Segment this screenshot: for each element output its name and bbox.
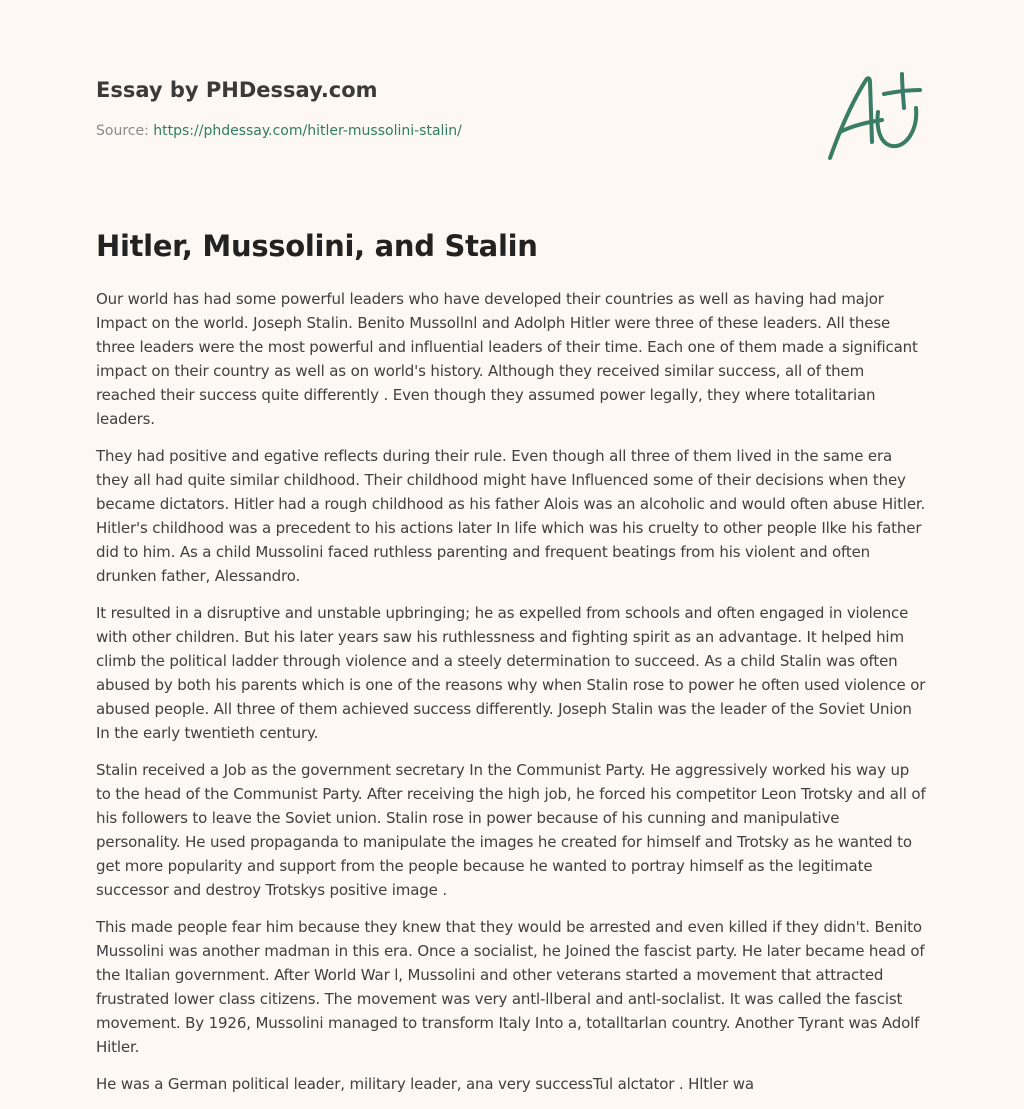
essay-paragraph: This made people fear him because they knew that they would be arrested and even killed if they didn't. Benito Mussolini was another madman in this era. Once a socialist, he Joined the fascist party. He later became head of the Italian government. After World War l, Mussolini and other veterans started a movement that attracted frustrated lower class citizens. The movement was very antl-llberal and antl-soclalist. It was called the fascist movement. By 1926, Mussolini managed to transform Italy Into a, totalltarlan country. Another Tyrant was Adolf Hitler. [96, 918, 925, 1056]
essay-paragraph: He was a German political leader, military leader, ana very successTul alctator . Hltler wa [96, 1075, 754, 1093]
a-plus-logo-icon [822, 68, 926, 164]
essay-title: Hitler, Mussolini, and Stalin [96, 229, 538, 263]
essay-paragraph: They had positive and egative reflects during their rule. Even though all three of them lived in the same era they all had quite similar childhood. Their childhood might have Influenced some of their decisions when they became dictators. Hitler had a rough childhood as his father Alois was an alcoholic and would often abuse Hitler. Hitler's childhood was a precedent to his actions later In life which was his cruelty to other people Ilke his father did to him. As a child Mussolini faced ruthless parenting and frequent beatings from his violent and often drunken father, Alessandro. [96, 447, 926, 585]
source-label: Source: [96, 123, 149, 139]
source-line [96, 123, 462, 139]
essay-paragraph: It resulted in a disruptive and unstable upbringing; he as expelled from schools and often engaged in violence with other children. But his later years saw his ruthlessness and fighting spirit as an advantage. It helped him climb the political ladder through violence and a steely determination to succeed. As a child Stalin was often abused by both his parents which is one of the reasons why when Stalin rose to power he often used violence or abused people. All three of them achieved success differently. Joseph Stalin was the leader of the Soviet Union In the early twentieth century. [96, 604, 926, 742]
essay-body [96, 226, 928, 1109]
site-brand: Essay by PHDessay.com [96, 78, 378, 102]
essay-paragraph: Our world has had some powerful leaders who have developed their countries as well as having had major Impact on the world. Joseph Stalin. Benito Mussollnl and Adolph Hitler were three of these leaders. All these three leaders were the most powerful and influential leaders of their time. Each one of them made a significant impact on their country as well as on world's history. Although they received similar success, all of them reached their success quite differently . Even though they assumed power legally, they where totalitarian leaders. [96, 290, 918, 428]
essay-header [96, 76, 796, 139]
source-link[interactable]: https://phdessay.com/hitler-mussolini-stalin/ [153, 123, 462, 139]
essay-paragraph: Stalin received a Job as the government secretary In the Communist Party. He aggressively worked his way up to the head of the Communist Party. After receiving the high job, he forced his competitor Leon Trotsky and all of his followers to leave the Soviet union. Stalin rose in power because of his cunning and manipulative personality. He used propaganda to manipulate the images he created for himself and Trotsky as he wanted to get more popularity and support from the people because he wanted to portray himself as the legitimate successor and destroy Trotskys positive image . [96, 761, 926, 899]
